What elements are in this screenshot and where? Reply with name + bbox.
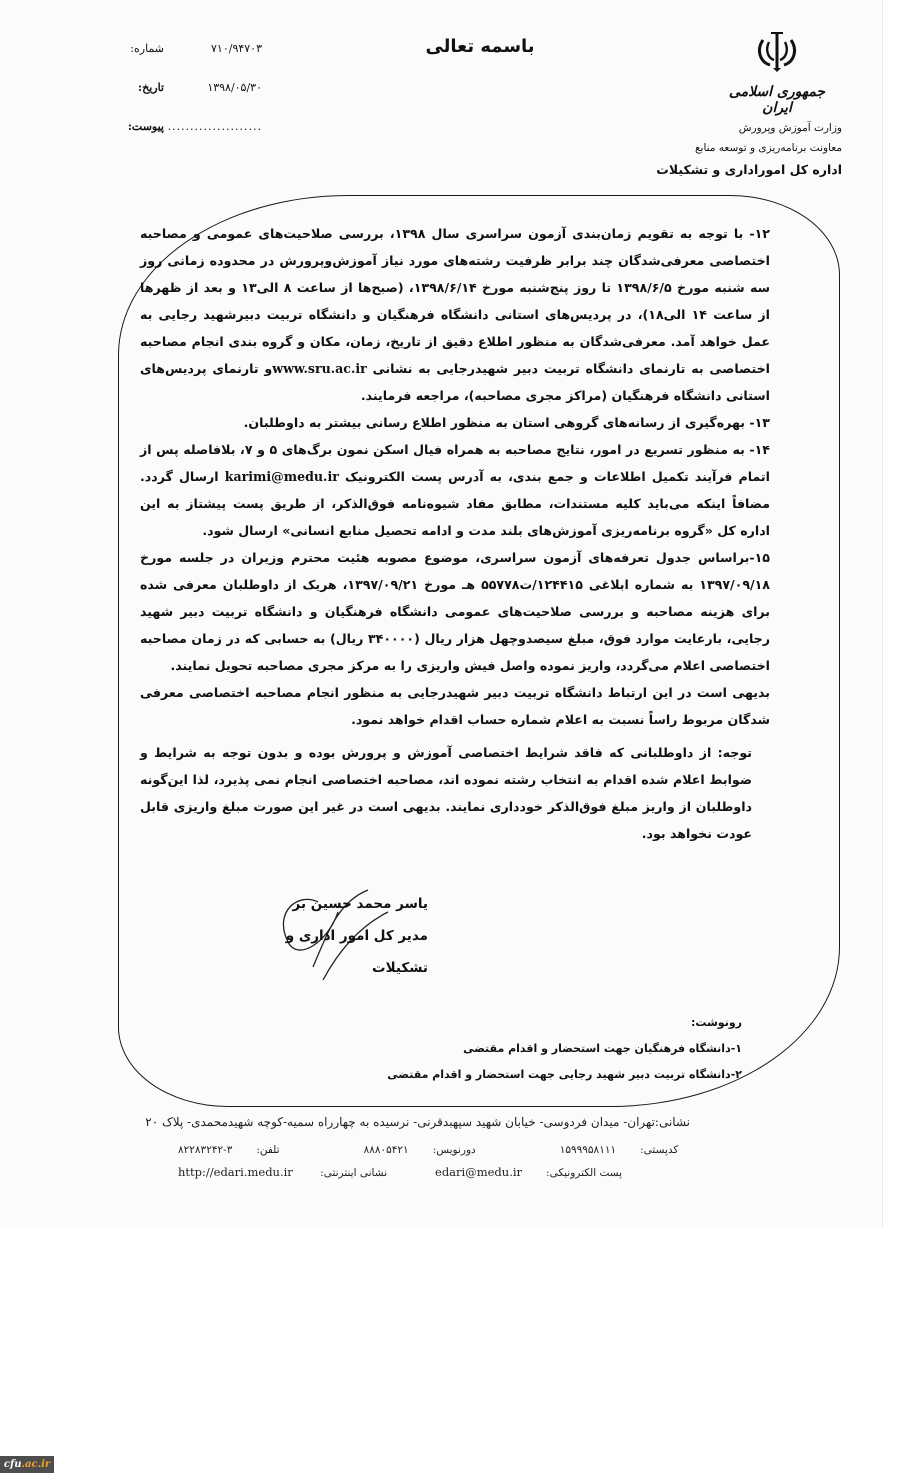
date-row (120, 81, 270, 120)
phone-value: ۳-۸۲۲۸۳۲۴۲ (178, 1144, 233, 1156)
letter-meta (120, 42, 270, 159)
paragraph-text: با توجه به تقویم زمان‌بندی آزمون سراسری سال ۱۳۹۸، بررسی صلاحیت‌های عمومی و مصاحبه اختصاصی معرفی‌شدگان چند برابر ظرفیت رشته‌های مورد نیاز آموزش‌وپرورش در محدوده زمانی روز سه شنبه مورخ ۱۳۹۸/۶/۵ تا روز پنج‌شنبه مورخ ۱۳۹۸/۶/۱۴، (صبح‌ها از ساعت ۸ الی۱۳ و بعد از ظهرها از ساعت ۱۴ الی۱۸)، در پردیس‌های استانی دانشگاه فرهنگیان و دانشگاه تربیت دبیرشهید رجایی به عمل خواهد آمد. معرفی‌شدگان به منظور اطلاع دقیق از تاریخ، زمان، مکان و گروه بندی انجام مصاحبه اختصاصی به تارنمای دانشگاه تربیت دبیر شهیدرجایی به نشانی (140, 226, 771, 376)
paragraph-number: ۱۳- (749, 415, 770, 430)
paragraph-text: براساس جدول تعرفه‌های آزمون سراسری، موضوع مصوبه هئیت محترم وزیران در جلسه مورخ ۱۳۹۷/۰۹/۱۸ به شماره ابلاغی ۱۲۴۴۱۵/ت۵۵۷۷۸ هـ مورخ ۱۳۹۷/۰۹/۲۱، هریک از داوطلبان معرفی شده برای هزینه مصاحبه و بررسی صلاحیت‌های عمومی دانشگاه فرهنگیان و دانشگاه تربیت دبیر شهید رجایی، بارعایت موارد فوق، مبلغ سیصدوچهل هزار ریال (۳۴۰۰۰۰ ریال) به حسابی که در زمان مصاحبه اختصاصی اعلام می‌گردد، واریز نموده واصل فیش واریزی را به مرکز مجری مصاحبه تحویل نمایند. (140, 550, 770, 673)
paragraph-number: ۱۴- (749, 442, 770, 457)
attachment-value: ..................... (167, 120, 262, 133)
number-row (120, 42, 270, 81)
web-field: نشانی اینترنتی: http://edari.medu.ir (178, 1165, 388, 1179)
letter-footer (130, 1115, 690, 1183)
paragraph-15-continuation: بدیهی است در این ارتباط دانشگاه تربیت دبیر شهیدرجایی به منظور انجام مصاحبه اختصاصی معرفی شدگان مربوط راساً نسبت به اعلام شماره حساب اقدام خواهد نمود. (140, 685, 770, 727)
number-value: ۷۱۰/۹۴۷۰۳ (211, 42, 262, 55)
phone-field: تلفن:۳-۸۲۲۸۳۲۴۲ (178, 1144, 280, 1156)
letter-body (140, 220, 770, 847)
department-name: اداره کل اموراداری و تشکیلات (656, 162, 842, 177)
paragraph-text: ارسال گردد. مضافاً اینکه می‌باید کلیه مستندات، مطابق مفاد شیوه‌نامه فوق‌الذکر، از طریق پست پیشتاز به این اداره کل «گروه برنامه‌ریزی آموزش‌های بلند مدت و ادامه تحصیل منابع انسانی» ارسال شود. (140, 469, 770, 538)
attachment-label: پیوست: (127, 120, 164, 133)
karimi-email-link[interactable]: karimi@medu.ir (224, 469, 339, 484)
iran-emblem-icon (754, 28, 800, 74)
signatory-name: یاسر محمد حسین بر (292, 896, 428, 912)
deputy-name: معاونت برنامه‌ریزی و توسعه منابع (694, 142, 842, 154)
watermark-part2: .ac.ir (21, 1459, 51, 1470)
attachment-row (120, 120, 270, 159)
emblem-block (712, 28, 842, 116)
date-value: ۱۳۹۸/۰۵/۳۰ (207, 81, 262, 94)
postal-field: کدپستی:۱۵۹۹۹۵۸۱۱۱ (559, 1144, 679, 1156)
ministry-lines (656, 118, 842, 180)
paragraph-12 (140, 220, 770, 409)
fax-field: دورنویس:۸۸۸۰۵۴۲۱ (363, 1144, 476, 1156)
sru-url-link[interactable]: www.sru.ac.ir (272, 361, 367, 376)
paragraph-14 (140, 436, 770, 544)
footer-contact-row (130, 1139, 690, 1161)
republic-name: جمهوری اسلامی ایران (728, 84, 826, 116)
signatory-title: مدیر کل امور اداری و تشکیلات (285, 928, 428, 976)
note-paragraph: توجه: از داوطلبانی که فاقد شرایط اختصاصی آموزش و پرورش بوده و بدون توجه به شرایط و ضوابط اعلام شده اقدام به انتخاب رشته نموده اند، مصاحبه اختصاصی انجام نمی پذیرد، لذا این‌گونه داوطلبان از واریز مبلغ فوق‌الذکر خودداری نمایند. بدیهی است در غیر این صورت مبلغ واریزی قابل عودت نخواهد بود. (140, 745, 752, 841)
paragraph-text: به منظور تسریع در امور، نتایج مصاحبه به همراه فیال اسکن نمون برگ‌های ۵ و ۷، بلافاصله پس از اتمام فرآیند تکمیل اطلاعات و جمع بندی، به آدرس پست الکترونیک (140, 442, 770, 484)
website-link[interactable]: http://edari.medu.ir (178, 1165, 293, 1179)
cc-list (387, 1010, 742, 1088)
paragraph-text: و تارنمای پردیس‌های استانی دانشگاه فرهنگیان (مراکز مجری مصاحبه)، مراجعه فرمایند. (140, 361, 770, 403)
email-field: پست الکترونیکی:edari@medu.ir (435, 1165, 623, 1179)
footer-web-row (130, 1161, 690, 1183)
footer-address: نشانی:تهران- میدان فردوسی- خیابان شهید سپهبدقرنی- نرسیده به چهارراه سمیه-کوچه شهیدمحمدی- پلاک ۲۰ (145, 1115, 690, 1129)
edari-email-link[interactable]: edari@medu.ir (435, 1165, 523, 1179)
cc-label: رونوشت: (690, 1016, 742, 1029)
date-label: تاریخ: (138, 81, 164, 94)
paragraph-number: ۱۲- (749, 226, 770, 241)
site-watermark-logo (0, 1456, 54, 1473)
cc-item: ۲-دانشگاه تربیت دبیر شهید رجایی جهت استحضار و اقدام مقتضی (387, 1068, 742, 1081)
number-label: شماره: (130, 42, 164, 55)
signature-block (228, 888, 428, 984)
cc-item: ۱-دانشگاه فرهنگیان جهت استحضار و اقدام مقتضی (463, 1042, 742, 1055)
paragraph-text: بهره‌گیری از رسانه‌های گروهی استان به منظور اطلاع رسانی بیشتر به داوطلبان. (243, 415, 750, 430)
fax-value: ۸۸۸۰۵۴۲۱ (363, 1144, 409, 1156)
paragraph-13 (140, 409, 770, 436)
paragraph-15 (140, 544, 770, 679)
ministry-name: وزارت آموزش وپرورش (738, 122, 842, 134)
bismillah-heading: باسمه تعالی (425, 36, 535, 57)
watermark-part1: cfu (3, 1459, 22, 1470)
paragraph-number: ۱۵- (749, 550, 770, 565)
postal-value: ۱۵۹۹۹۵۸۱۱۱ (559, 1144, 617, 1156)
